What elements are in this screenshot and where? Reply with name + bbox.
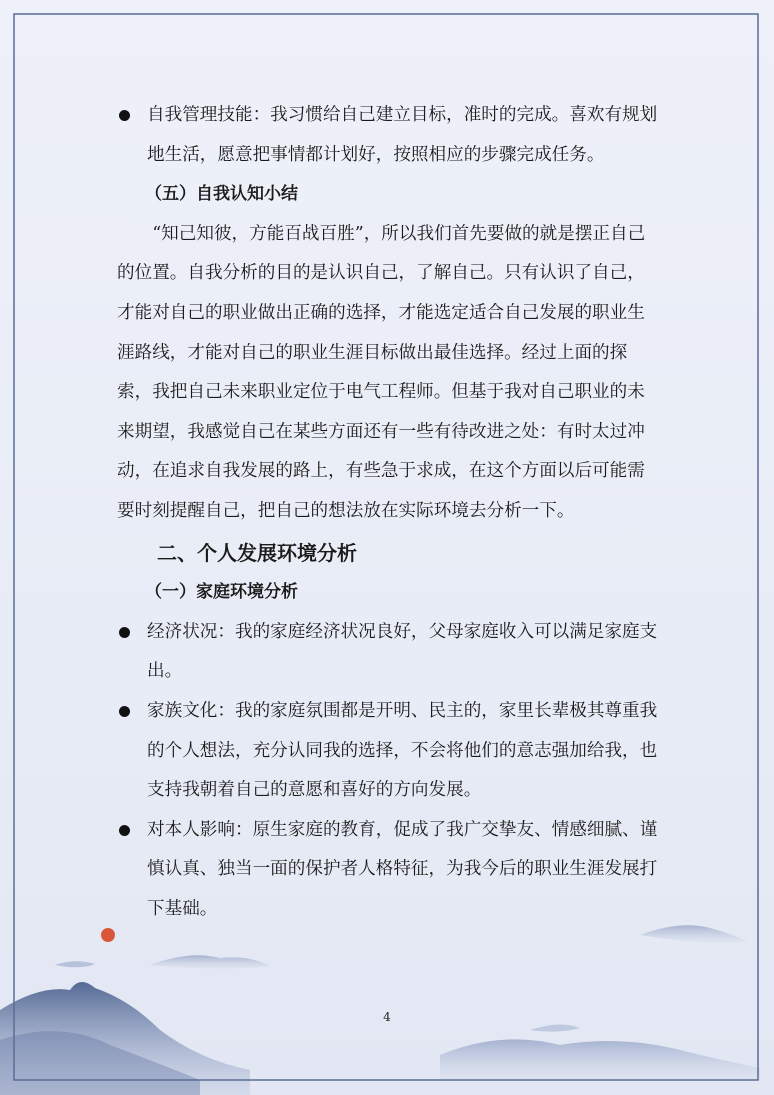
bullet-text: 自我管理技能：我习惯给自己建立目标，准时的完成。喜欢有规划地生活，愿意把事情都计划好，按照相应的步骤完成任务。: [147, 105, 658, 165]
bullet-family-culture: [117, 692, 662, 811]
bullet-text: 家族文化：我的家庭氛围都是开明、民主的，家里长辈极其尊重我的个人想法，充分认同我的选择，不会将他们的意志强加给我，也支持我朝着自己的意愿和喜好的方向发展。: [147, 700, 658, 801]
bullet-dot-icon: [119, 627, 130, 638]
bullet-personal-influence: [117, 811, 662, 930]
page-number: 4: [383, 1010, 391, 1024]
chapter-heading-environment-analysis: 二、个人发展环境分析: [157, 540, 357, 565]
section-heading-self-cognition-summary: （五）自我认知小结: [145, 184, 298, 205]
bullet-dot-icon: [119, 825, 130, 836]
bullet-text: 经济状况：我的家庭经济状况良好，父母家庭收入可以满足家庭支出。: [147, 621, 658, 682]
document-body: [117, 96, 662, 929]
section-heading-family-environment: （一）家庭环境分析: [145, 582, 298, 603]
bullet-self-management: [117, 96, 662, 175]
paragraph-summary: “知己知彼，方能百战百胜”，所以我们首先要做的就是摆正自己的位置。自我分析的目的是认识自己，了解自己。只有认识了自己，才能对自己的职业做出正确的选择，才能选定适合自己发展的职业生涯路线，才能对自己的职业生涯目标做出最佳选择。经过上面的探索，我把自己未来职业定位于电气工程师。但基于我对自己职业的未来期望，我感觉自己在某些方面还有一些有待改进之处：有时太过冲动，在追求自我发展的路上，有些急于求成，在这个方面以后可能需要时刻提醒自己，把自己的想法放在实际环境去分析一下。: [117, 223, 646, 521]
bullet-dot-icon: [119, 110, 130, 121]
bullet-dot-icon: [119, 706, 130, 717]
bullet-text: 对本人影响：原生家庭的教育，促成了我广交挚友、情感细腻、谨慎认真、独当一面的保护者人格特征，为我今后的职业生涯发展打下基础。: [147, 819, 658, 919]
bullet-economic-status: [117, 613, 662, 692]
